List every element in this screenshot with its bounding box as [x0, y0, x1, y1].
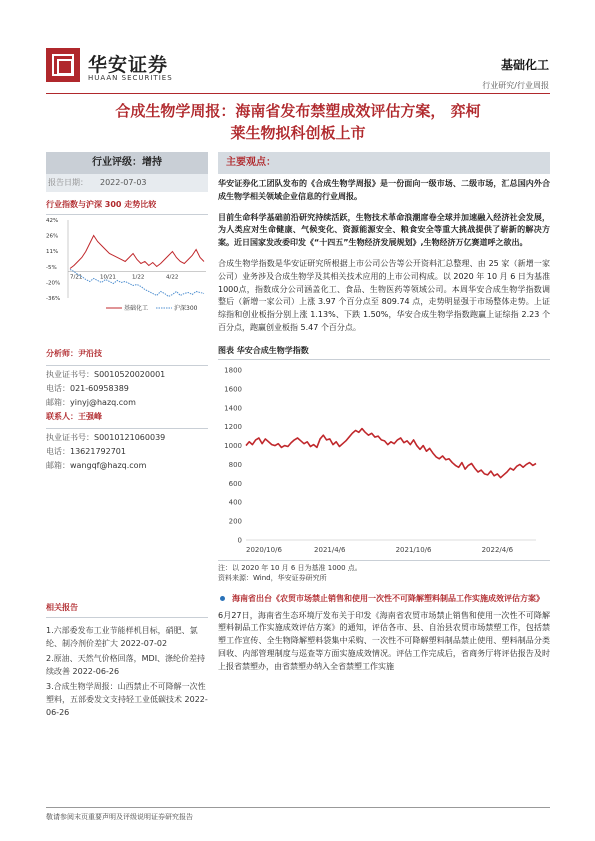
contact-divider: [46, 428, 208, 429]
x-tick-label: 2021/10/6: [395, 545, 432, 554]
paragraph-2: 目前生命科学基础前沿研究持续活跃，生物技术革命浪潮席卷全球并加速融入经济社会发展，为人类应对生命健康、气候变化、资源能源安全、粮食安全等重大挑战提供了崭新的解决方案。近日国家发改委印发《“十四五”生物经济发展规划》,生物经济万亿赛道呼之欲出。: [218, 212, 550, 248]
industry-rating: [46, 152, 208, 174]
y-tick-label: 600: [228, 479, 242, 488]
page-title: [46, 100, 550, 144]
main-content: [218, 152, 550, 674]
footer-divider: [46, 807, 550, 808]
contact-info: [46, 431, 208, 473]
y-tick-label: 1800: [224, 366, 242, 375]
contact-value: S0010121060039: [94, 433, 166, 442]
x-tick-label: 2020/10/6: [246, 545, 282, 554]
contact-key: 执业证书号：: [46, 370, 94, 379]
x-tick-label: 2022/4/6: [481, 545, 514, 554]
contact-key: 电话：: [46, 384, 70, 393]
analyst-divider: [46, 365, 208, 366]
related-title: 相关报告: [46, 603, 78, 612]
y-tick-label: 800: [228, 460, 242, 469]
mini-series-chem: [70, 235, 204, 268]
trend-title: 行业指数与沪深 300 走势比较: [46, 200, 157, 209]
paragraph-4: 6月27日，海南省生态环境厅发布关于印发《海南省农贸市场禁止销售和使用一次性不可降解塑料制品工作实施成效评估方案》的通知，评估各市、县、自治县农贸市场禁塑工作，包括禁塑工作宣传、全生物降解塑料袋集中采购、一次性不可降解塑料制品禁止使用、塑料制品分类回收、内部管理制度与巡查等方面实施成效情况。评估工作完成后，省商务厅将评估报告及时上报省禁塑办，由省禁塑办纳入全省禁塑工作实施: [218, 610, 550, 671]
mini-x-tick-label: 1/22: [132, 274, 145, 281]
title-line-1: 合成生物学周报：海南省发布禁塑成效评估方案， 弈柯: [115, 102, 481, 120]
main-view-header: 主要观点：: [218, 152, 550, 174]
rating-value: 增持: [142, 157, 162, 168]
analyst-info: [46, 368, 208, 410]
contact-value: S0010520020001: [94, 370, 166, 379]
related-report-item[interactable]: 1.六部委发布工业节能样机目标，硝肥、氯纶、制冷剂价差扩大 2022-07-02: [46, 626, 198, 648]
logo-subtext: HUAAN SECURITIES: [88, 74, 173, 82]
contact-row: [46, 445, 208, 459]
figure-source: 资料来源：Wind，华安证券研究所: [218, 573, 327, 582]
contact-row: [46, 396, 208, 410]
y-tick-label: 1000: [224, 441, 242, 450]
contact-key: 邮箱：: [46, 461, 70, 470]
y-tick-label: 200: [228, 517, 242, 526]
logo-text: 华安证券: [88, 54, 169, 76]
y-tick-label: 1600: [224, 385, 242, 394]
mini-y-tick-label: 11%: [46, 249, 59, 256]
news-headline: [218, 593, 550, 606]
figure-note: 注：以 2020 年 10 月 6 日为基准 1000 点。: [218, 563, 362, 572]
news-headline-text: 海南省出台《农贸市场禁止销售和使用一次性不可降解塑料制品工作实施成效评估方案》: [232, 593, 544, 603]
x-tick-label: 2021/4/6: [314, 545, 346, 554]
title-line-2: 莱生物拟科创板上市: [230, 124, 366, 142]
y-tick-label: 0: [237, 536, 242, 545]
contact-row: [46, 459, 208, 473]
contact-row: [46, 382, 208, 396]
page-header: [0, 0, 595, 96]
analyst-block: [46, 347, 208, 473]
mini-y-tick-label: -36%: [46, 296, 61, 302]
mini-x-tick-label: 10/21: [100, 274, 116, 281]
bullet-icon: [220, 596, 225, 601]
related-report-item[interactable]: 2.原油、天然气价格回落，MDI、涤纶价差持续改善 2022-06-26: [46, 654, 206, 676]
mini-legend-chem-label: 基础化工: [124, 305, 149, 312]
paragraph-1: 华安证券化工团队发布的《合成生物学周报》是一份面向一级市场、二级市场，汇总国内外合成生物学相关领域企业信息的行业周报。: [218, 179, 550, 201]
report-date-row: [46, 174, 208, 192]
left-sidebar: [46, 152, 208, 717]
contact-value: wangqf@hazq.com: [70, 461, 147, 470]
report-type: 行业研究/行业周报: [482, 81, 549, 90]
related-reports: [46, 602, 208, 721]
footer-disclaimer: 敬请参阅末页重要声明及评级说明证券研究报告: [46, 813, 193, 821]
contact-title: 联系人：王强峰: [46, 412, 102, 421]
date-label: 报告日期：: [48, 178, 88, 187]
synbio-index-chart: [218, 360, 550, 558]
contact-value: 021-60958389: [70, 384, 129, 393]
mini-legend-hs300-label: 沪深300: [174, 305, 198, 312]
rating-label: 行业评级：: [92, 157, 142, 168]
y-tick-label: 400: [228, 498, 242, 507]
contact-value: 13621792701: [70, 447, 126, 456]
index-series-line: [246, 428, 536, 477]
paragraph-3: 合成生物学指数是华安证研究所根据上市公司公告等公开资料汇总整理、由 25 家（新增一家公司）业务涉及合成生物学及其相关技术应用的上市公司构成。以 2020 年 10 月 6 日为基准 1000点，指数成分公司涵盖化工、食品、生物医药等领域公司。本周华安合成生物学指数调整后（新增一家公司）上涨 3.97 个百分点至 809.74 点，走势明显强于市场整体走势。上证综指和创业板指分别上涨 1.13%、下跌 1.50%，华安合成生物学指数跑赢上证综指 2.23 个百分点，跑赢创业板指 5.47 个百分点。: [218, 258, 550, 332]
contact-row: [46, 368, 208, 382]
mini-x-tick-label: 7/21: [70, 274, 83, 281]
figure-title: 图表 华安合成生物学指数: [218, 345, 309, 355]
contact-key: 邮箱：: [46, 398, 70, 407]
trend-section: [46, 199, 208, 215]
contact-value: yinyj@hazq.com: [70, 398, 136, 407]
analyst-title: 分析师：尹沿技: [46, 349, 102, 358]
sector-name: 基础化工: [500, 58, 549, 72]
y-tick-label: 1200: [224, 422, 242, 431]
mini-x-tick-label: 4/22: [166, 274, 179, 281]
contact-key: 执业证书号：: [46, 433, 94, 442]
header-divider: [46, 93, 550, 94]
contact-key: 电话：: [46, 447, 70, 456]
y-tick-label: 1400: [224, 404, 242, 413]
related-list: [46, 624, 208, 719]
index-comparison-chart: [46, 214, 208, 314]
mini-y-tick-label: 42%: [46, 218, 59, 224]
figure-bottom-divider: [218, 560, 550, 561]
logo-icon: [46, 48, 80, 82]
mini-y-tick-label: 26%: [46, 233, 59, 240]
mini-y-tick-label: -5%: [46, 264, 57, 271]
mini-y-tick-label: -20%: [46, 280, 61, 287]
date-value: 2022-07-03: [100, 178, 147, 187]
contact-row: [46, 431, 208, 445]
related-report-item[interactable]: 3.合成生物学周报：山西禁止不可降解一次性塑料，五部委发文支持轻工业低碳技术 2022-06-26: [46, 682, 208, 717]
related-divider: [46, 617, 208, 618]
